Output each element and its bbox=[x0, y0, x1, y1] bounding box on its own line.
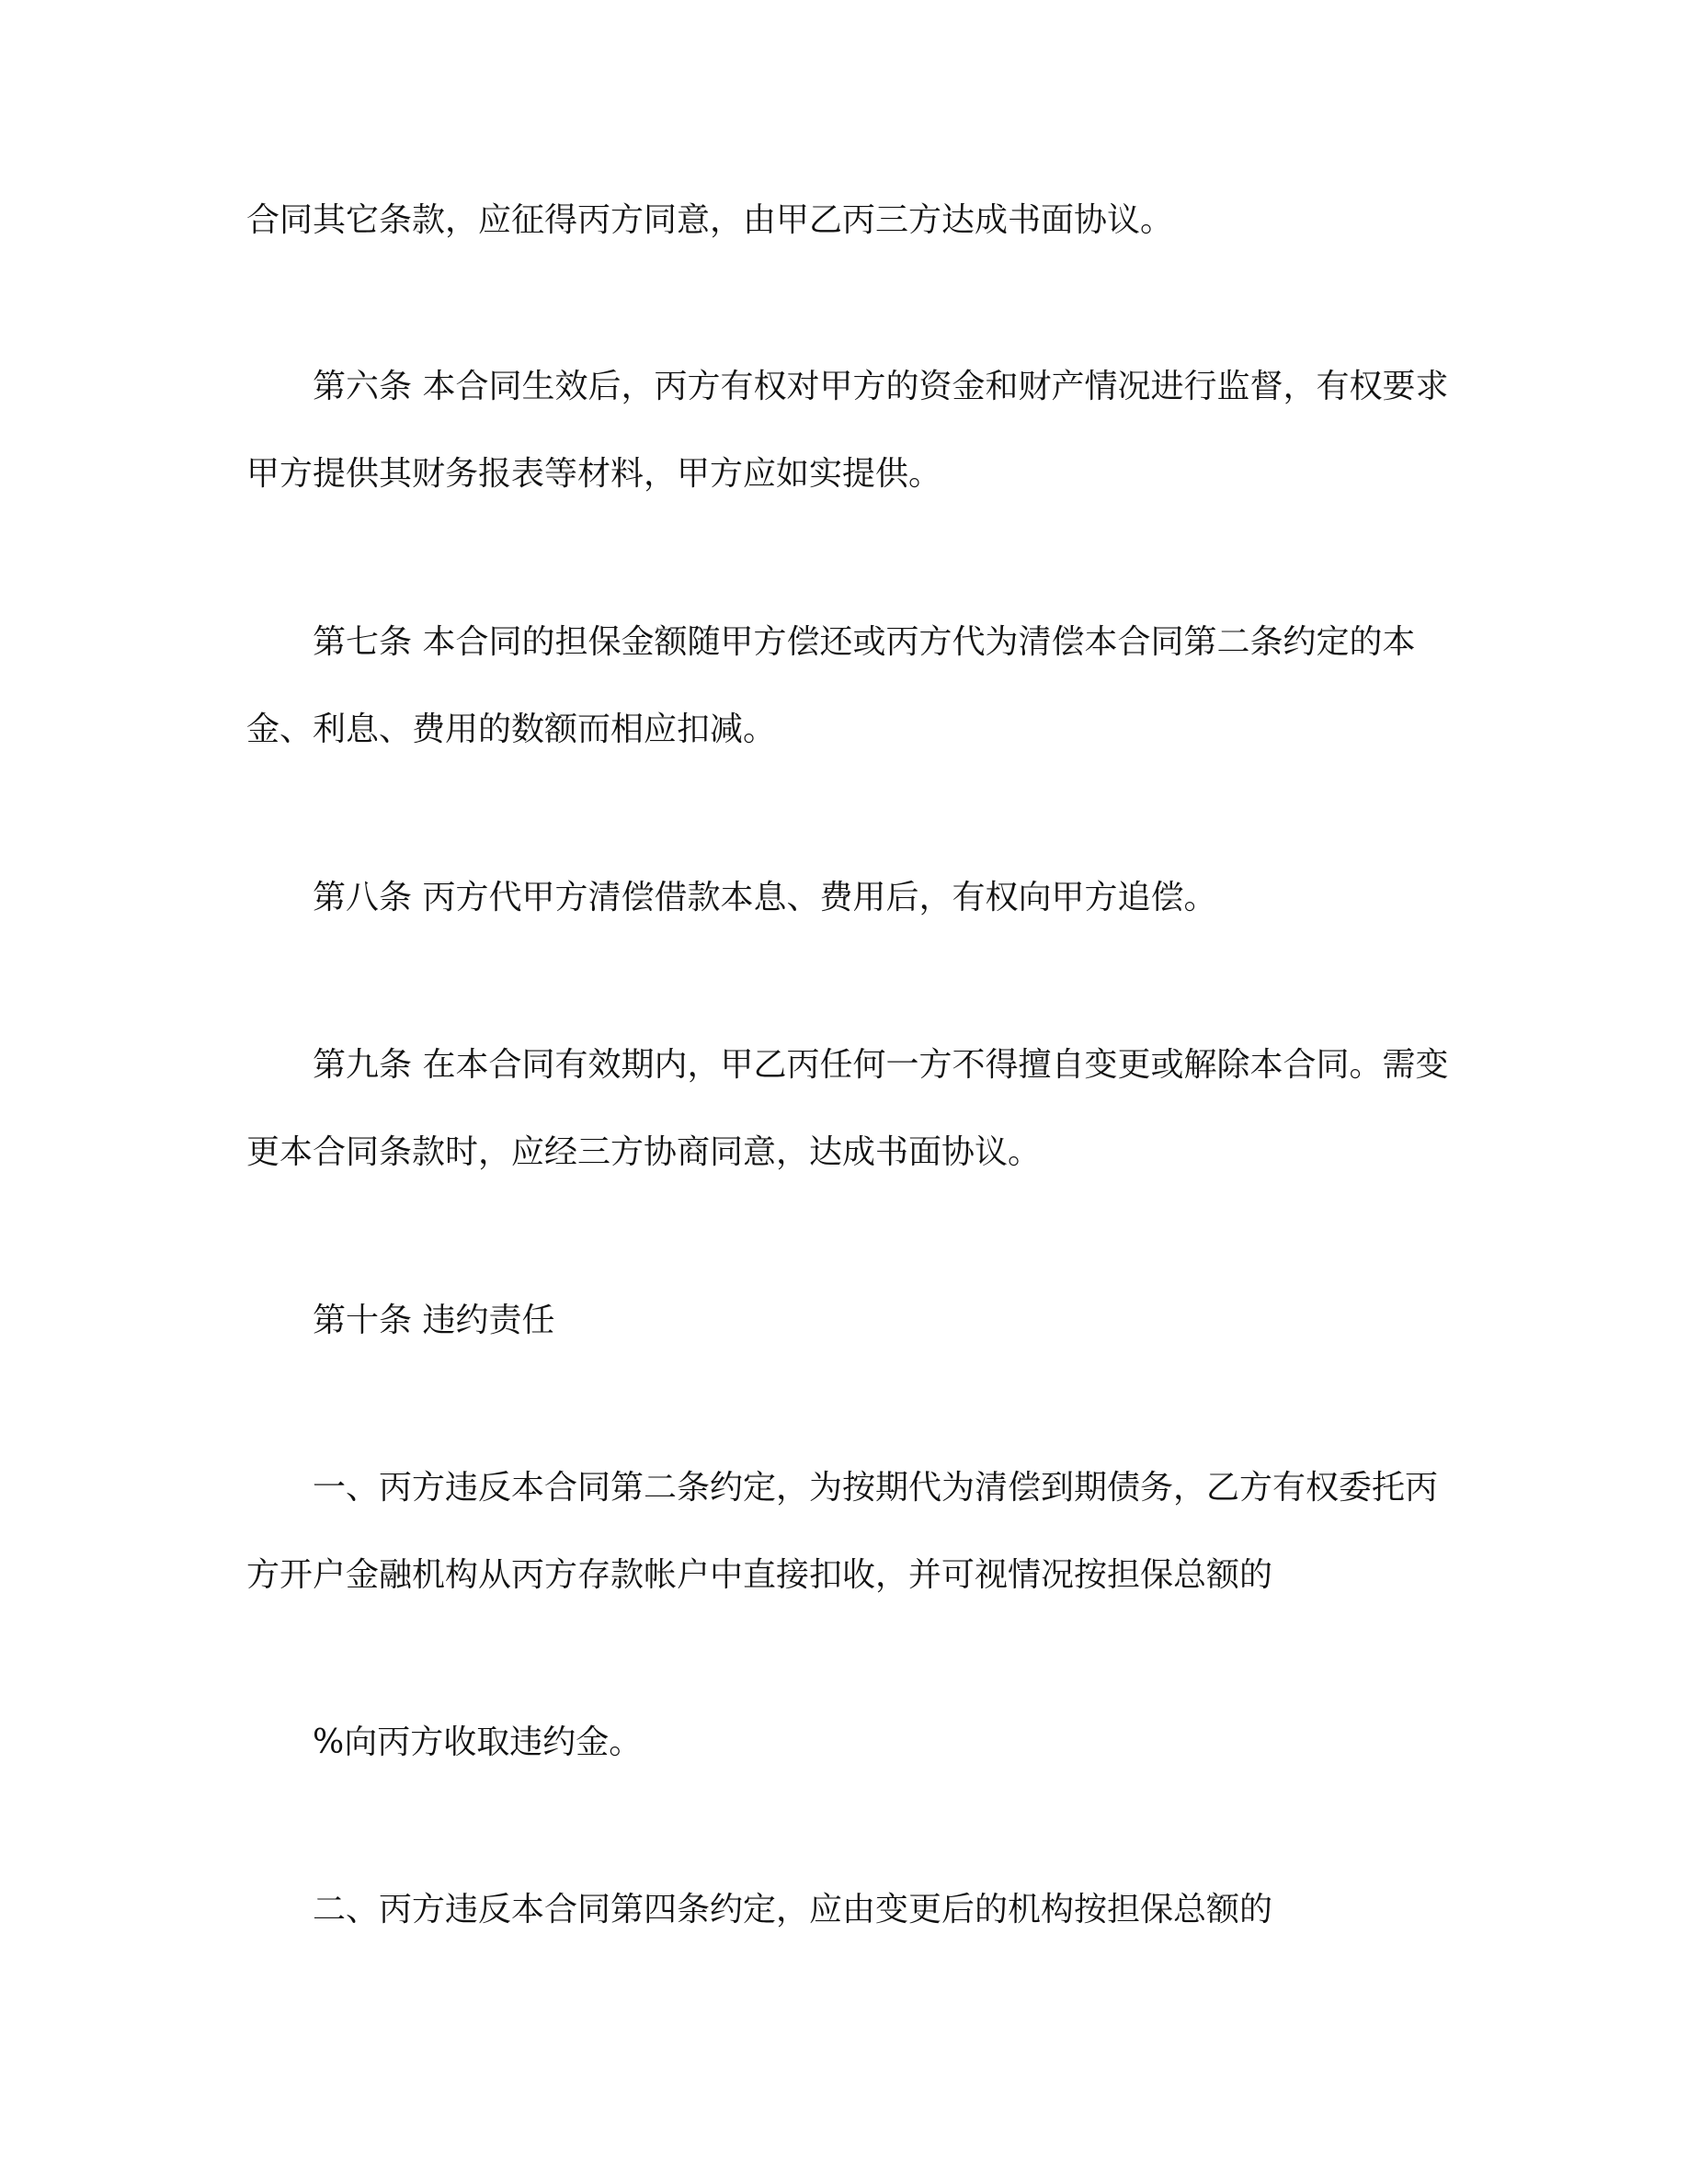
article-6-line-2: 甲方提供其财务报表等材料，甲方应如实提供。 bbox=[246, 455, 942, 493]
clause-1-line-1: 一、丙方违反本合同第二条约定，为按期代为清偿到期债务，乙方有权委托丙 bbox=[313, 1469, 1439, 1507]
article-10-heading: 第十条 违约责任 bbox=[313, 1302, 555, 1339]
article-9-line-1: 第九条 在本合同有效期内，甲乙丙任何一方不得擅自变更或解除本合同。需变 bbox=[313, 1046, 1449, 1084]
clause-1-line-3: %向丙方收取违约金。 bbox=[313, 1723, 643, 1761]
clause-1-line-2: 方开户金融机构从丙方存款帐户中直接扣收，并可视情况按担保总额的 bbox=[246, 1556, 1273, 1594]
article-6-line-1: 第六条 本合同生效后，丙方有权对甲方的资金和财产情况进行监督，有权要求 bbox=[313, 368, 1449, 405]
article-9-line-2: 更本合同条款时，应经三方协商同意，达成书面协议。 bbox=[246, 1133, 1042, 1171]
text-line-1: 合同其它条款，应征得丙方同意，由甲乙丙三方达成书面协议。 bbox=[246, 201, 1174, 239]
article-8-line-1: 第八条 丙方代甲方清偿借款本息、费用后，有权向甲方追偿。 bbox=[313, 879, 1217, 916]
article-7-line-1: 第七条 本合同的担保金额随甲方偿还或丙方代为清偿本合同第二条约定的本 bbox=[313, 623, 1416, 661]
article-7-line-2: 金、利息、费用的数额而相应扣减。 bbox=[246, 711, 777, 748]
clause-2-line-1: 二、丙方违反本合同第四条约定，应由变更后的机构按担保总额的 bbox=[313, 1891, 1273, 1928]
